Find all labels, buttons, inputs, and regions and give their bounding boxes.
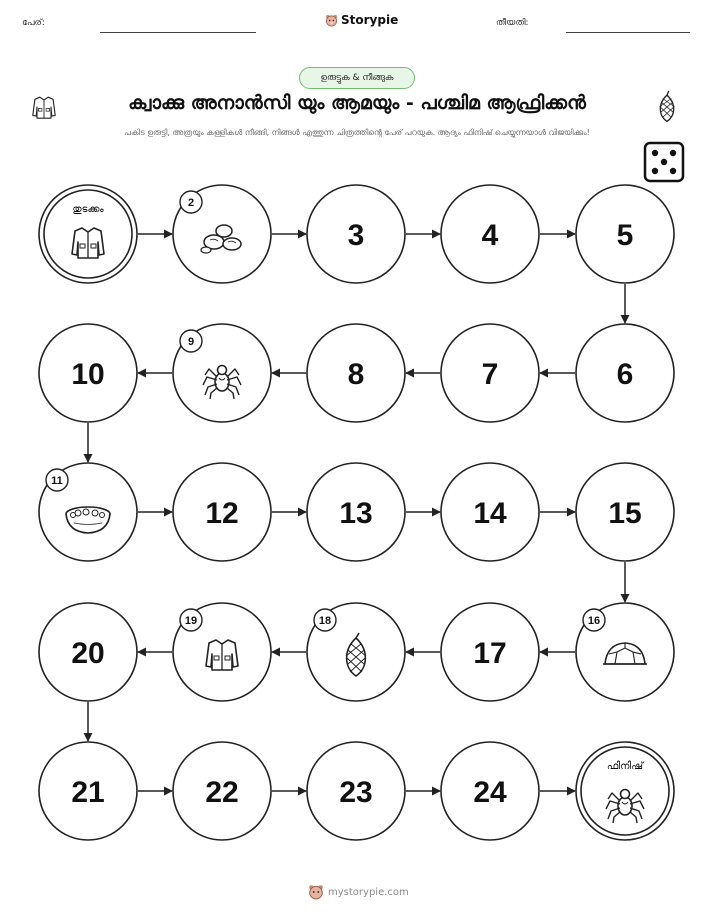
- board-cell-5[interactable]: [576, 185, 674, 283]
- board-cell-7[interactable]: [441, 324, 539, 422]
- board-cell-15[interactable]: [576, 463, 674, 561]
- board-cell-22[interactable]: [173, 742, 271, 840]
- board-cell-16[interactable]: [576, 603, 674, 701]
- board-cell-9[interactable]: [173, 324, 271, 422]
- board-cell-20[interactable]: [39, 603, 137, 701]
- footer: [308, 884, 409, 900]
- cell-number: 10: [71, 358, 105, 391]
- page-title: ക്വാക്കു അനാൻസി യും ആമയും - പശ്ചിമ ആഫ്രിക്കൻ: [128, 92, 586, 114]
- cell-number: 19: [184, 615, 198, 627]
- board-cell-6[interactable]: [576, 324, 674, 422]
- board-cell-12[interactable]: [173, 463, 271, 561]
- cell-number: 14: [473, 497, 507, 530]
- board-cell-24[interactable]: [441, 742, 539, 840]
- jacket-icon: [72, 228, 104, 258]
- board-cell-17[interactable]: [441, 603, 539, 701]
- board-cell-8[interactable]: [307, 324, 405, 422]
- board-cell-14[interactable]: [441, 463, 539, 561]
- board-cell-2[interactable]: [173, 185, 271, 283]
- board-cell-13[interactable]: [307, 463, 405, 561]
- cell-number: 20: [71, 637, 105, 670]
- cell-number: 7: [481, 358, 499, 391]
- board-cell-4[interactable]: [441, 185, 539, 283]
- board-cell-1[interactable]: [39, 185, 137, 283]
- jacket-icon: [206, 640, 238, 670]
- footer-url[interactable]: mystorypie.com: [328, 886, 409, 898]
- activity-type-badge: ഉരുട്ടുക & നീങ്ങുക: [299, 67, 415, 89]
- cell-number: 24: [473, 776, 507, 809]
- board-cell-21[interactable]: [39, 742, 137, 840]
- finish-label: ഫിനിഷ്: [606, 761, 644, 772]
- cell-number: 9: [187, 336, 195, 348]
- date-label: തീയതി:: [496, 18, 529, 28]
- cell-number: 11: [51, 475, 63, 487]
- cell-number: 13: [339, 497, 373, 530]
- cell-number: 15: [608, 497, 642, 530]
- cell-number: 8: [347, 358, 365, 391]
- cell-number: 12: [205, 497, 239, 530]
- instructions: പകിട ഉരുട്ടി, അത്രയും കള്ളികൾ നീങ്ങി, നിങ്ങൾ എത്തുന്ന ചിത്രത്തിന്റെ പേര് പറയുക. ആദ്യം ഫിനിഷ് ചെയ്യുന്നയാൾ വിജയിക്കും!: [124, 128, 590, 137]
- board-cell-25[interactable]: [576, 742, 674, 840]
- cell-number: 22: [205, 776, 239, 809]
- board-cell-19[interactable]: [173, 603, 271, 701]
- cell-number: 16: [587, 615, 601, 627]
- board-cell-10[interactable]: [39, 324, 137, 422]
- board-cell-11[interactable]: [39, 463, 137, 561]
- cell-number: 18: [318, 615, 332, 627]
- name-label: പേര്:: [22, 18, 45, 28]
- board-cell-18[interactable]: [307, 603, 405, 701]
- cell-number: 23: [339, 776, 373, 809]
- board-cell-3[interactable]: [307, 185, 405, 283]
- brand-name: Storypie: [341, 13, 399, 27]
- board-cell-23[interactable]: [307, 742, 405, 840]
- bear-logo-icon: [308, 884, 324, 900]
- cell-number: 6: [616, 358, 634, 391]
- cell-number: 2: [187, 197, 195, 209]
- cell-number: 5: [616, 219, 634, 252]
- cell-number: 3: [347, 219, 365, 252]
- cell-number: 4: [481, 219, 499, 252]
- start-label: തുടക്കം: [72, 204, 104, 215]
- cell-number: 21: [71, 776, 105, 809]
- cell-number: 17: [473, 637, 507, 670]
